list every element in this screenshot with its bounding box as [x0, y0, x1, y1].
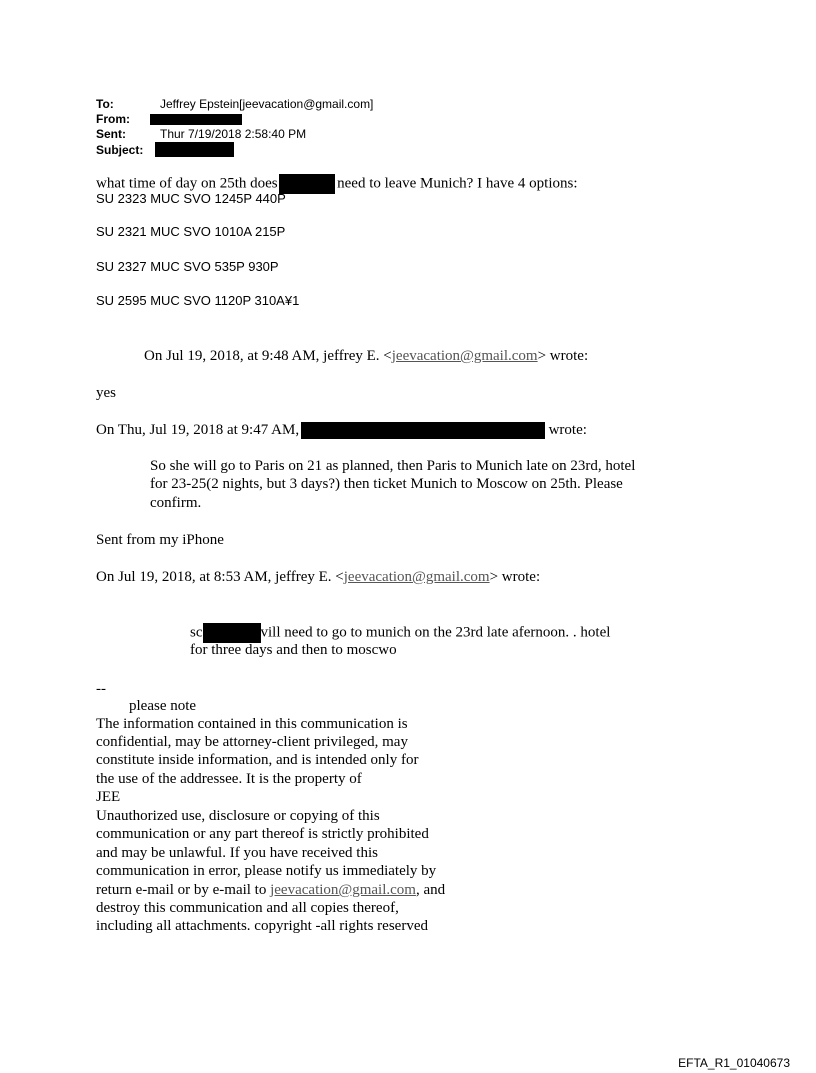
- disclaimer-line: communication in error, please notify us immediately by: [96, 863, 437, 879]
- from-label: From:: [96, 112, 130, 126]
- flight-option: SU 2323 MUC SVO 1245P 440P: [96, 191, 286, 206]
- quoted-text: sc: [190, 624, 203, 641]
- disclaimer-heading: please note: [129, 698, 197, 714]
- quoted-line: [190, 623, 610, 643]
- disclaimer-text: return e-mail or by e-mail to: [96, 882, 271, 898]
- question-text-start: what time of day on 25th does: [96, 175, 278, 192]
- disclaimer-line: the use of the addressee. It is the property of: [96, 771, 362, 787]
- email-link[interactable]: jeevacation@gmail.com: [343, 569, 490, 585]
- disclaimer-line: The information contained in this communication is: [96, 716, 408, 732]
- attribution-text: > wrote:: [489, 569, 541, 585]
- signature-separator: --: [96, 681, 106, 697]
- redaction-block: [150, 114, 242, 125]
- quoted-line: confirm.: [150, 495, 202, 511]
- subject-label: Subject:: [96, 143, 144, 157]
- disclaimer-line: including all attachments. copyright -all rights reserved: [96, 918, 428, 934]
- quote-attribution: [96, 421, 587, 439]
- attribution-text: On Jul 19, 2018, at 8:53 AM, jeffrey E. <: [96, 569, 344, 585]
- quote-attribution: [144, 347, 588, 365]
- document-id: EFTA_R1_01040673: [678, 1056, 790, 1070]
- quoted-line: for three days and then to moscwo: [190, 642, 397, 658]
- attribution-text: On Thu, Jul 19, 2018 at 9:47 AM,: [96, 422, 300, 438]
- disclaimer-line: [96, 881, 445, 899]
- disclaimer-line: constitute inside information, and is intended only for: [96, 752, 419, 768]
- quoted-line: for 23-25(2 nights, but 3 days?) then ticket Munich to Moscow on 25th. Please: [150, 476, 623, 492]
- redaction-block: [155, 142, 234, 157]
- disclaimer-line: confidential, may be attorney-client privileged, may: [96, 734, 408, 750]
- disclaimer-line: and may be unlawful. If you have received this: [96, 845, 378, 861]
- disclaimer-line: destroy this communication and all copies thereof,: [96, 900, 399, 916]
- quoted-text: vill need to go to munich on the 23rd late afernoon. . hotel: [260, 624, 611, 641]
- attribution-text: On Jul 19, 2018, at 9:48 AM, jeffrey E. <: [144, 348, 392, 364]
- attribution-text: wrote:: [548, 422, 587, 438]
- redaction-block: [301, 422, 545, 439]
- question-text-end: need to leave Munich? I have 4 options:: [337, 175, 578, 192]
- redaction-block: [203, 623, 261, 643]
- redaction-block: [279, 174, 335, 194]
- attribution-text: > wrote:: [537, 348, 589, 364]
- flight-option: SU 2595 MUC SVO 1120P 310A¥1: [96, 293, 300, 308]
- disclaimer-line: JEE: [96, 789, 121, 805]
- flight-option: SU 2327 MUC SVO 535P 930P: [96, 259, 279, 274]
- reply-text: yes: [96, 385, 116, 401]
- sent-label: Sent:: [96, 127, 126, 141]
- to-label: To:: [96, 97, 114, 111]
- sent-value: Thur 7/19/2018 2:58:40 PM: [160, 127, 307, 141]
- to-value: Jeffrey Epstein[jeevacation@gmail.com]: [160, 97, 374, 111]
- quoted-line: So she will go to Paris on 21 as planned, then Paris to Munich late on 23rd, hotel: [150, 458, 636, 474]
- disclaimer-text: , and: [415, 882, 446, 898]
- flight-option: SU 2321 MUC SVO 1010A 215P: [96, 224, 286, 239]
- quote-attribution: [96, 568, 540, 586]
- email-link[interactable]: jeevacation@gmail.com: [391, 348, 538, 364]
- email-link[interactable]: jeevacation@gmail.com: [270, 882, 416, 898]
- disclaimer-line: Unauthorized use, disclosure or copying of this: [96, 808, 380, 824]
- signature-text: Sent from my iPhone: [96, 532, 224, 548]
- disclaimer-line: communication or any part thereof is strictly prohibited: [96, 826, 429, 842]
